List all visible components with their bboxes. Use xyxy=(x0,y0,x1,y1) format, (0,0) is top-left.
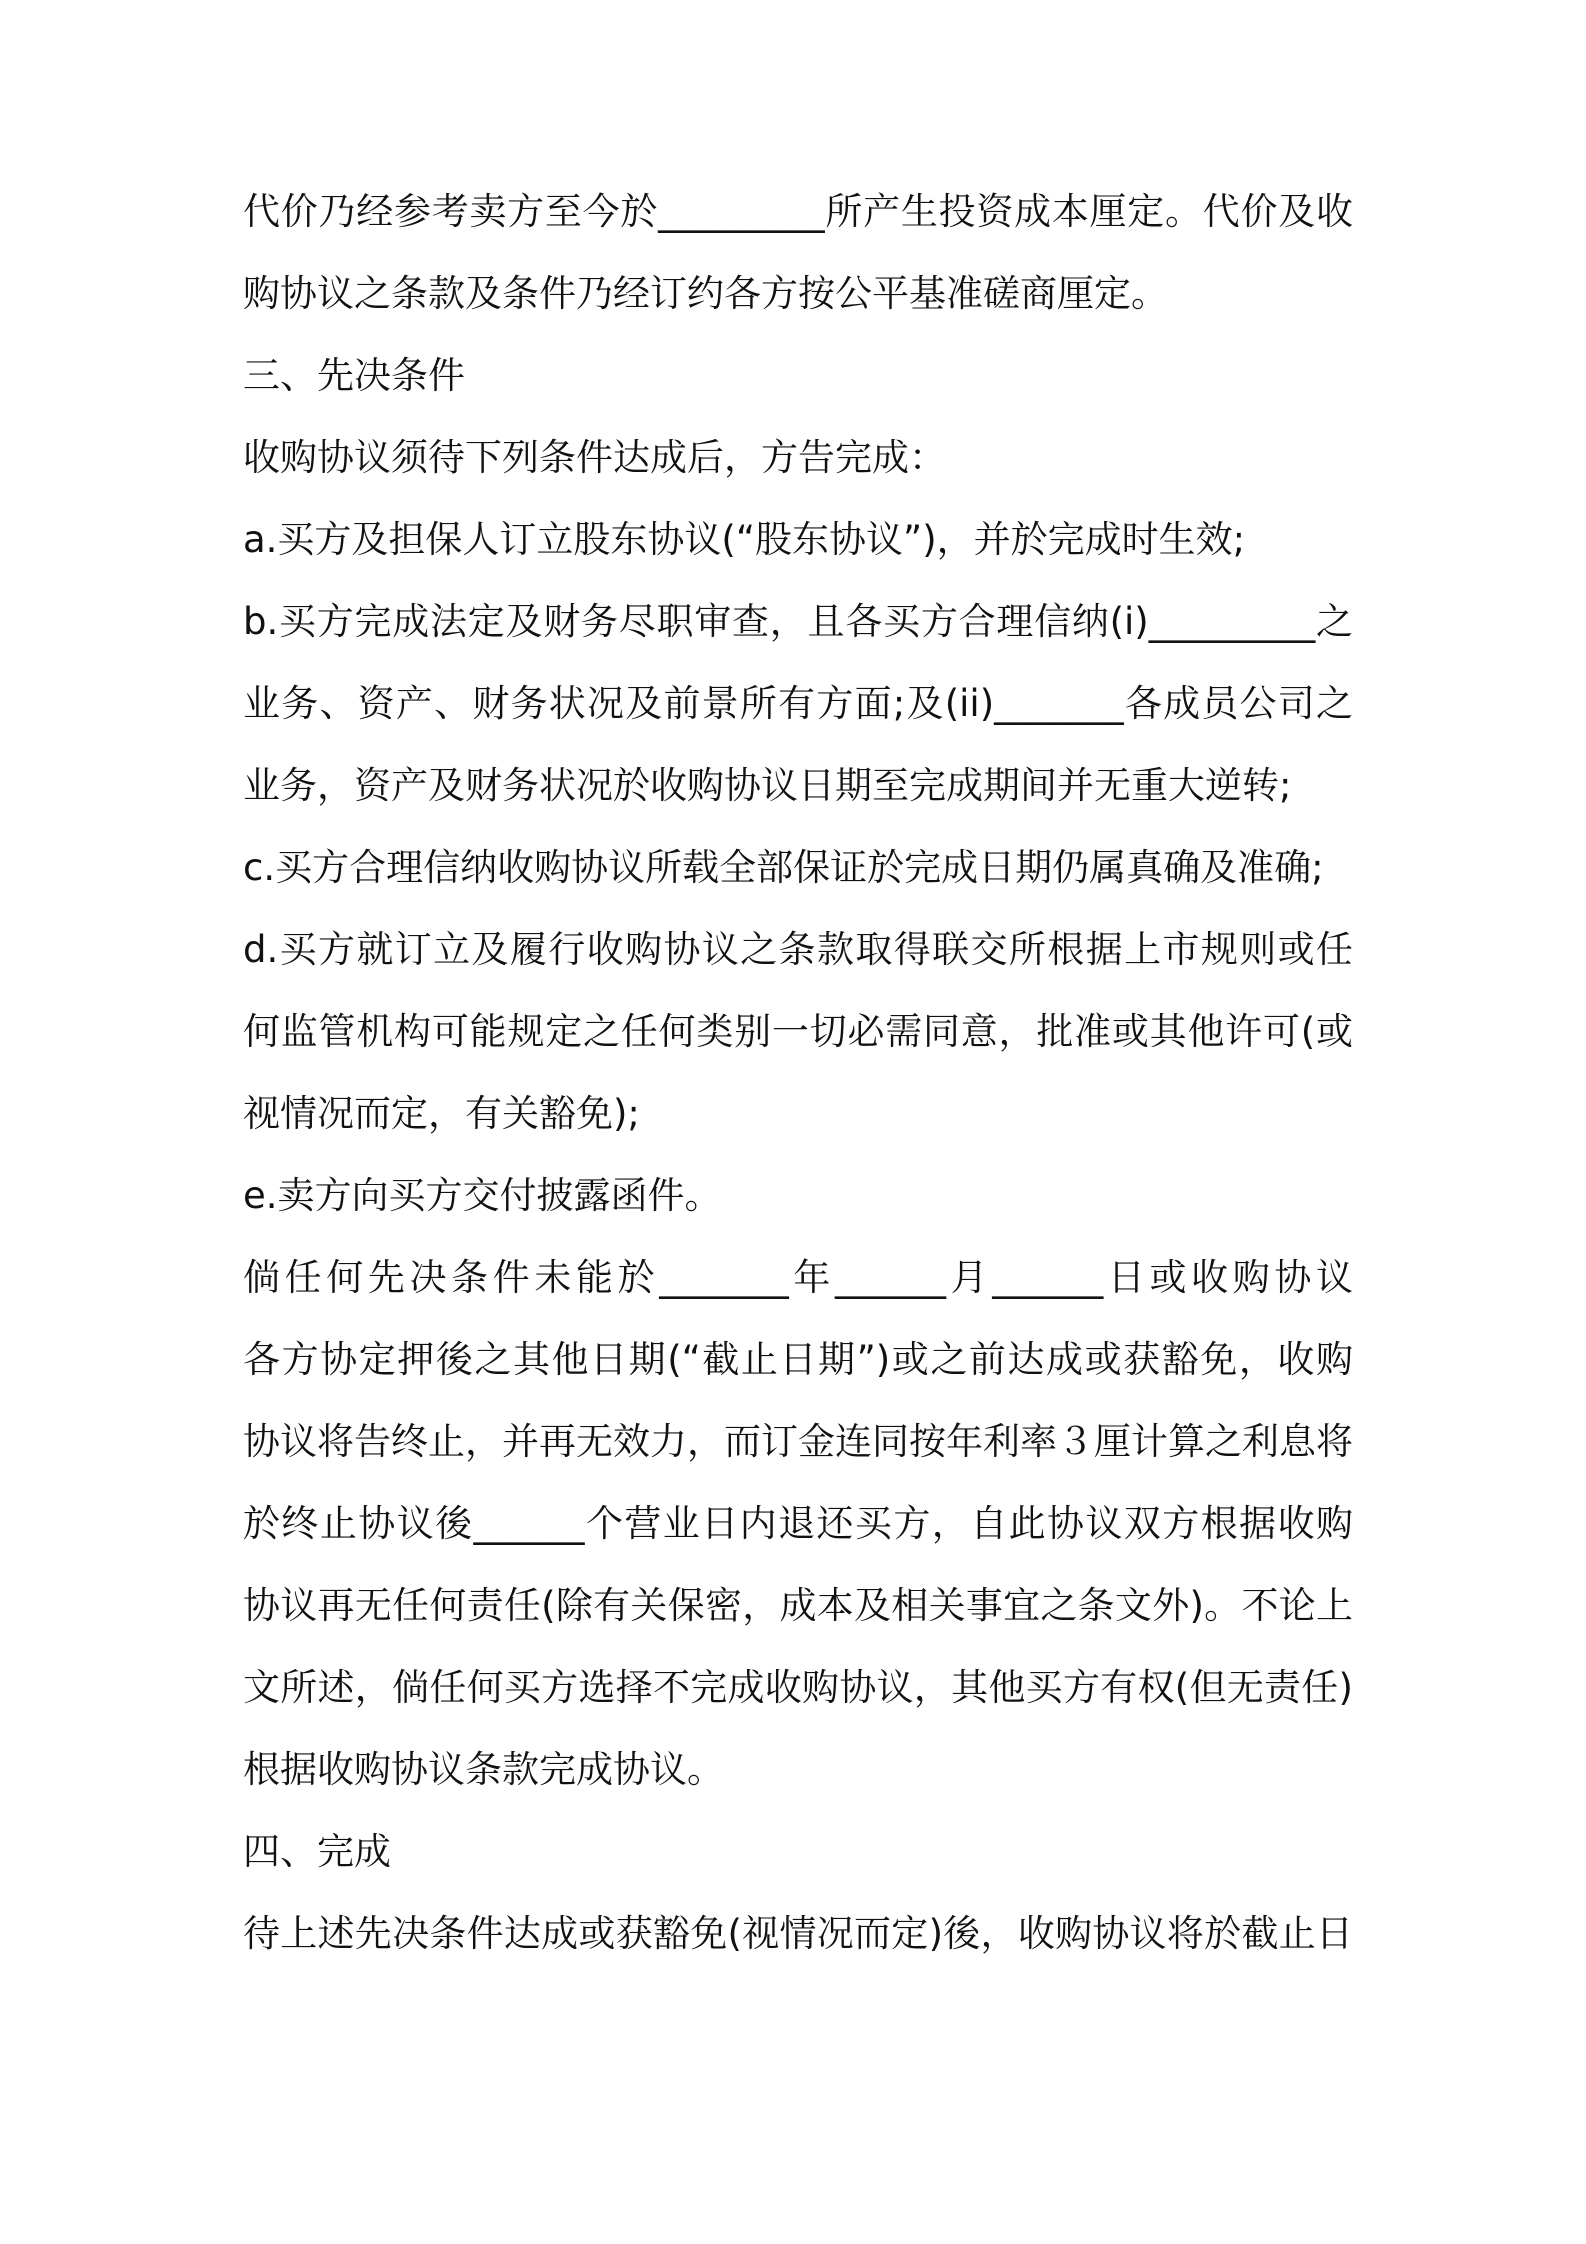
list-item: b.买方完成法定及财务尽职审查，且各买方合理信纳(i)_________之 xyxy=(243,600,1353,643)
paragraph-line: 倘任何先决条件未能於_______年______月______日或收购协议 xyxy=(243,1256,1353,1299)
paragraph-line: 协议将告终止，并再无效力，而订金连同按年利率３厘计算之利息将 xyxy=(243,1420,1353,1463)
list-item: c.买方合理信纳收购协议所载全部保证於完成日期仍属真确及准确; xyxy=(243,846,1324,889)
paragraph-line: 收购协议须待下列条件达成后，方告完成： xyxy=(243,436,946,479)
paragraph-line: 待上述先决条件达成或获豁免(视情况而定)後，收购协议将於截止日 xyxy=(243,1912,1353,1955)
list-item-continuation: 业务，资产及财务状况於收购协议日期至完成期间并无重大逆转; xyxy=(243,764,1292,807)
paragraph-line: 各方协定押後之其他日期(“截止日期”)或之前达成或获豁免，收购 xyxy=(243,1338,1353,1381)
paragraph-line: 於终止协议後______个营业日内退还买方，自此协议双方根据收购 xyxy=(243,1502,1353,1545)
document-page xyxy=(243,192,1353,1996)
section-heading: 四、完成 xyxy=(243,1830,391,1873)
list-item: e.卖方向买方交付披露函件。 xyxy=(243,1174,722,1217)
paragraph-line: 文所述，倘任何买方选择不完成收购协议，其他买方有权(但无责任) xyxy=(243,1666,1353,1709)
list-item-continuation: 业务、资产、财务状况及前景所有方面;及(ii)_______各成员公司之 xyxy=(243,682,1353,725)
list-item: d.买方就订立及履行收购协议之条款取得联交所根据上市规则或任 xyxy=(243,928,1353,971)
paragraph-line: 协议再无任何责任(除有关保密，成本及相关事宜之条文外)。不论上 xyxy=(243,1584,1353,1627)
paragraph-line: 购协议之条款及条件乃经订约各方按公平基准磋商厘定。 xyxy=(243,272,1168,315)
section-heading: 三、先决条件 xyxy=(243,354,465,397)
paragraph-line: 根据收购协议条款完成协议。 xyxy=(243,1748,724,1791)
list-item-continuation: 视情况而定，有关豁免); xyxy=(243,1092,640,1135)
list-item: a.买方及担保人订立股东协议(“股东协议”)，并於完成时生效; xyxy=(243,518,1246,561)
list-item-continuation: 何监管机构可能规定之任何类别一切必需同意，批准或其他许可(或 xyxy=(243,1010,1353,1053)
paragraph-line: 代价乃经参考卖方至今於_________所产生投资成本厘定。代价及收 xyxy=(243,190,1353,233)
